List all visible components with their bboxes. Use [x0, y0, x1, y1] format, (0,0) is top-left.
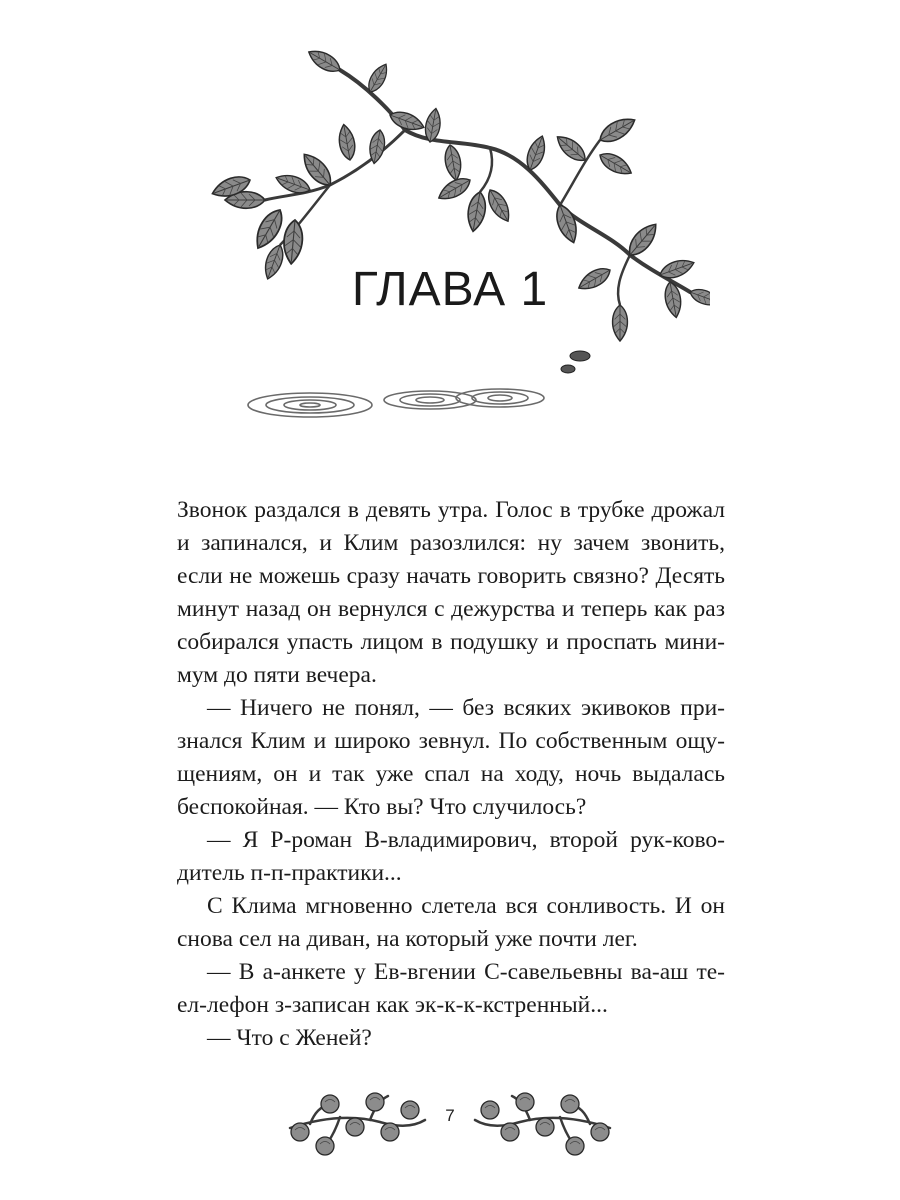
paragraph: — В а-анкете у Ев-вгении С-савельевны ва-аш теел-лефон з-записан как эк-к-к-кстренный...	[177, 959, 725, 1018]
chapter-body	[177, 494, 725, 1055]
branch-leaves-illustration	[190, 30, 710, 450]
chapter-title: ГЛАВА 1	[351, 263, 549, 316]
paragraph: — Ничего не понял, — без всяких экивоков признался Клим и широко зевнул. По собственным ощущениям, он и так уже спал на ходу, ночь выдалась беспокойная. — Кто вы? Что случилось?	[177, 695, 725, 820]
page-number: 7	[445, 1106, 455, 1125]
paragraph: — Я Р-роман В-владимирович, второй рук-ководитель п-п-практики...	[177, 827, 725, 886]
paragraph: Звонок раздался в девять утра. Голос в трубке дрожал и запинался, и Клим разозлился: ну зачем звонить, если не можешь сразу начать говорить связно? Десять минут назад он вернулся с дежурства и теперь как раз собирался упасть лицом в подушку и проспать минимум до пяти вечера.	[177, 497, 725, 688]
paragraph: С Клима мгновенно слетела вся сонливость. И он снова сел на диван, на который уже почти лег.	[177, 893, 725, 952]
paragraph: — Что с Женей?	[207, 1025, 372, 1051]
